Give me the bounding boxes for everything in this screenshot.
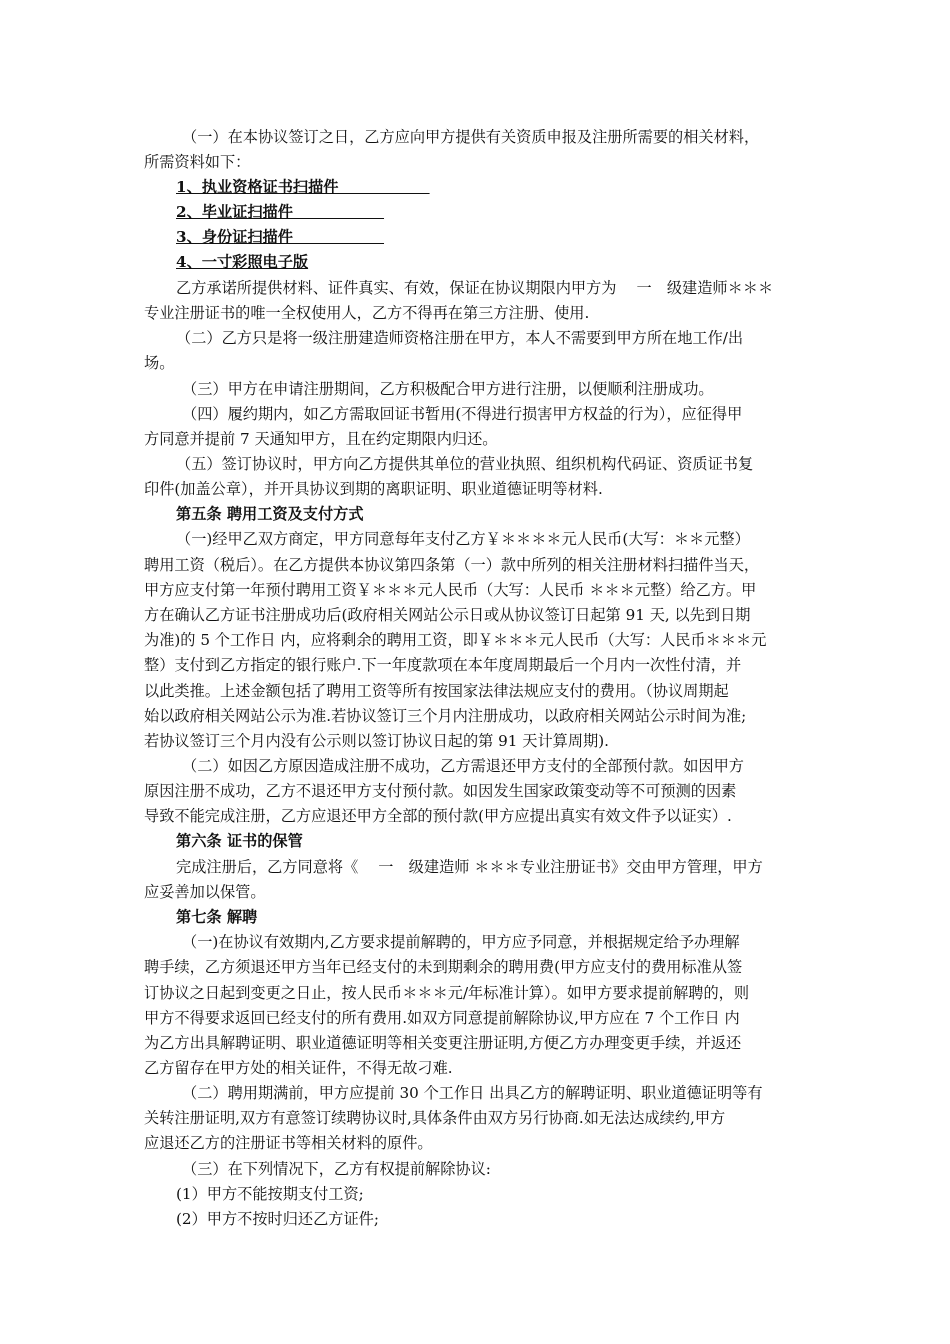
paragraph-line: （二）聘用期满前，甲方应提前 30 个工作日 出具乙方的解聘证明、职业道德证明等有 (182, 1084, 763, 1102)
paragraph-line: 若协议签订三个月内没有公示则以签订协议日起的第 91 天计算周期). (144, 732, 609, 750)
paragraph-line: (1）甲方不能按期支付工资; (176, 1185, 364, 1203)
paragraph-line: （一）在本协议签订之日，乙方应向甲方提供有关资质申报及注册所需要的相关材料， (182, 128, 760, 146)
paragraph-line: （三）甲方在申请注册期间，乙方积极配合甲方进行注册，以便顺利注册成功。 (182, 380, 714, 398)
paragraph-line: 甲方不得要求返回已经支付的所有费用.如双方同意提前解除协议,甲方应在 7 个工作日 内 (144, 1009, 740, 1027)
paragraph-line: 应妥善加以保管。 (144, 883, 266, 901)
paragraph-line: （五）签订协议时，甲方向乙方提供其单位的营业执照、组织机构代码证、资质证书复 (176, 455, 754, 473)
paragraph-line: （二）如因乙方原因造成注册不成功，乙方需退还甲方支付的全部预付款。如因甲方 (182, 757, 744, 775)
section-heading: 第七条 解聘 (176, 908, 258, 926)
list-item: 3、身份证扫描件 (176, 228, 385, 246)
paragraph-line: 始以政府相关网站公示为准.若协议签订三个月内注册成功，以政府相关网站公示时间为准; (144, 707, 747, 725)
section-heading: 第六条 证书的保管 (176, 832, 303, 850)
paragraph-line: 以此类推。上述金额包括了聘用工资等所有按国家法律法规应支付的费用。（协议周期起 (144, 682, 729, 700)
paragraph-line: （二）乙方只是将一级注册建造师资格注册在甲方，本人不需要到甲方所在地工作/出 (176, 329, 744, 347)
list-item: 4、一寸彩照电子版 (176, 253, 309, 271)
paragraph-line: 方同意并提前 7 天通知甲方，且在约定期限内归还。 (144, 430, 498, 448)
paragraph-line: 场。 (144, 354, 175, 372)
paragraph-line: 整）支付到乙方指定的银行账户.下一年度款项在本年度周期最后一个月内一次性付清，并 (144, 656, 742, 674)
paragraph-line: 聘用工资（税后）。在乙方提供本协议第四条第（一）款中所列的相关注册材料扫描件当天， (144, 556, 760, 574)
paragraph-line: （一)在协议有效期内,乙方要求提前解聘的，甲方应予同意，并根据规定给予办理解 (182, 933, 740, 951)
paragraph-line: 为准)的 5 个工作日 内，应将剩余的聘用工资，即￥＊＊＊元人民币（大写：人民币＊＊＊元 (144, 631, 767, 649)
paragraph-line: (2）甲方不按时归还乙方证件; (176, 1210, 379, 1228)
paragraph-line: 乙方留存在甲方处的相关证件，不得无故刁难. (144, 1059, 453, 1077)
paragraph-line: 专业注册证书的唯一全权使用人，乙方不得再在第三方注册、使用. (144, 304, 590, 322)
list-item: 1、执业资格证书扫描件 (176, 178, 430, 196)
paragraph-line: （三）在下列情况下，乙方有权提前解除协议: (182, 1160, 491, 1178)
list-item: 2、毕业证扫描件 (176, 203, 385, 221)
paragraph-line: 完成注册后，乙方同意将《 一 级建造师 ＊＊＊专业注册证书》交由甲方管理，甲方 (176, 858, 763, 876)
paragraph-line: 应退还乙方的注册证书等相关材料的原件。 (144, 1134, 433, 1152)
paragraph-line: 导致不能完成注册，乙方应退还甲方全部的预付款(甲方应提出真实有效文件予以证实）. (144, 807, 732, 825)
paragraph-line: 乙方承诺所提供材料、证件真实、有效，保证在协议期限内甲方为 一 级建造师＊＊＊ (176, 279, 774, 297)
paragraph-line: 甲方应支付第一年预付聘用工资￥＊＊＊元人民币（大写：人民币 ＊＊＊元整）给乙方。甲 (144, 581, 757, 599)
paragraph-line: 订协议之日起到变更之日止，按人民币＊＊＊元/年标准计算）。如甲方要求提前解聘的，则 (144, 984, 750, 1002)
paragraph-line: 印件(加盖公章），并开具协议到期的离职证明、职业道德证明等材料. (144, 480, 603, 498)
paragraph-line: 原因注册不成功，乙方不退还甲方支付预付款。如因发生国家政策变动等不可预测的因素 (144, 782, 737, 800)
paragraph-line: 方在确认乙方证书注册成功后(政府相关网站公示日或从协议签订日起第 91 天, 以先到日期 (144, 606, 751, 624)
paragraph-line: （一)经甲乙双方商定，甲方同意每年支付乙方￥＊＊＊＊元人民币(大写：＊＊元整） (176, 530, 750, 548)
paragraph-line: （四）履约期内，如乙方需取回证书暂用(不得进行损害甲方权益的行为），应征得甲 (182, 405, 743, 423)
paragraph-line: 所需资料如下： (144, 153, 251, 171)
paragraph-line: 聘手续，乙方须退还甲方当年已经支付的未到期剩余的聘用费(甲方应支付的费用标准从签 (144, 958, 743, 976)
paragraph-line: 为乙方出具解聘证明、职业道德证明等相关变更注册证明,方便乙方办理变更手续，并返还 (144, 1034, 742, 1052)
paragraph-line: 关转注册证明,双方有意签订续聘协议时,具体条件由双方另行协商.如无法达成续约,甲方 (144, 1109, 726, 1127)
section-heading: 第五条 聘用工资及支付方式 (176, 505, 364, 523)
